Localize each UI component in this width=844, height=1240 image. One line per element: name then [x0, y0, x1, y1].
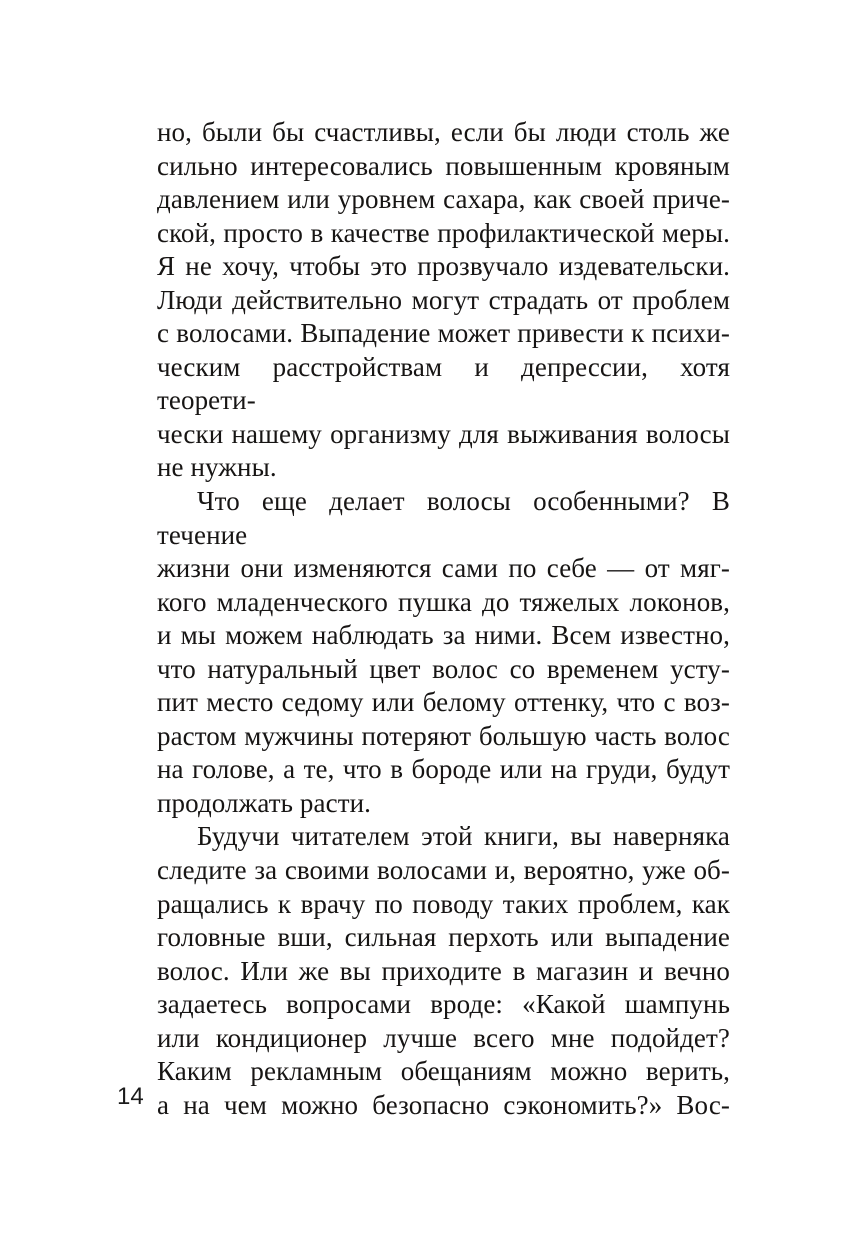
text-line: что натуральный цвет волос со временем усту-: [157, 653, 730, 684]
text-line: с волосами. Выпадение может привести к психи-: [157, 318, 730, 349]
text-line: жизни они изменяются сами по себе — от мяг-: [157, 553, 730, 584]
text-line: кого младенческого пушка до тяжелых локонов,: [157, 586, 730, 617]
text-line: Будучи читателем этой книги, вы наверняка: [197, 821, 730, 852]
text-line: или кондиционер лучше всего мне подойдет?: [157, 1022, 730, 1053]
text-line: ской, просто в качестве профилактической меры.: [157, 217, 730, 248]
text-line: на голове, а те, что в бороде или на груди, будут: [157, 754, 730, 785]
text-line: а на чем можно безопасно сэкономить?» Вос-: [157, 1089, 730, 1120]
text-line: Что еще делает волосы особенными? В течение: [157, 486, 730, 550]
text-line: давлением или уровнем сахара, как своей приче-: [157, 184, 730, 215]
text-line: ращались к врачу по поводу таких проблем, как: [157, 888, 730, 919]
text-line: растом мужчины потеряют большую часть волос: [157, 720, 730, 751]
paragraph: [157, 116, 730, 485]
text-line: сильно интересовались повышенным кровяным: [157, 150, 730, 181]
page-number: 14: [117, 1083, 144, 1110]
body-text: [157, 116, 730, 1122]
text-line: ческим расстройствам и депрессии, хотя теорети-: [157, 351, 730, 416]
text-line: и мы можем наблюдать за ними. Всем известно,: [157, 620, 730, 651]
text-line: но, были бы счастливы, если бы люди столь же: [157, 117, 730, 147]
text-line: пит место седому или белому оттенку, что с воз-: [157, 687, 730, 718]
text-line: чески нашему организму для выживания волосы: [157, 418, 730, 449]
text-line: волос. Или же вы приходите в магазин и вечно: [157, 955, 730, 986]
text-line: головные вши, сильная перхоть или выпадение: [157, 922, 730, 953]
paragraph: [157, 820, 730, 1122]
text-line: Я не хочу, чтобы это прозвучало издевательски.: [157, 251, 730, 282]
text-line: следите за своими волосами и, вероятно, уже об-: [157, 855, 730, 886]
text-line: Каким рекламным обещаниям можно верить,: [157, 1056, 730, 1087]
text-line: задаетесь вопросами вроде: «Какой шампунь: [157, 989, 730, 1020]
text-line: не нужны.: [157, 452, 277, 483]
text-line: продолжать расти.: [157, 787, 371, 818]
paragraph: [157, 485, 730, 820]
text-line: Люди действительно могут страдать от проблем: [157, 284, 730, 315]
